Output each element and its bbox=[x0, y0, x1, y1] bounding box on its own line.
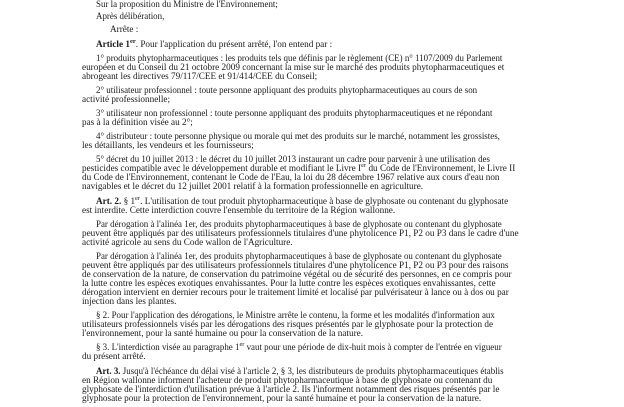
article-2-p4-line: utilisateurs professionnels visés par les dérogations des risques présentés par le glyphosate pour la protection de bbox=[82, 319, 494, 329]
article-2-p2-line: Par dérogation à l'alinéa 1er, des produits phytopharmaceutiques à base de glyphosate ou contenant du glyphosate bbox=[96, 219, 502, 229]
article-3-line: en Région wallonne informent l'acheteur de produit phytopharmaceutique à base de glyphosate ou contenant du bbox=[82, 375, 493, 385]
article-3-line: glyphosate pour la protection de l'environnement, pour la santé humaine et pour la conservation de la nature. bbox=[82, 393, 482, 403]
def1-line: européen et du Conseil du 21 octobre 2009 concernant la mise sur le marché des produits phytopharmaceutiques et bbox=[82, 62, 505, 72]
article-1-intro: Article 1er. Pour l'application du présent arrêté, l'on entend par : bbox=[96, 37, 333, 49]
article-2-p3-line: de conservation de la nature, de conservation du patrimoine végétal ou de sécurité des personnes, en ce compris pour bbox=[82, 269, 512, 279]
article-2-p5-line: § 3. L'interdiction visée au paragraphe 1er vaut pour une période de dix-huit mois à compter de l'entrée en vigueur bbox=[96, 340, 502, 352]
article-2-p3-line: Par dérogation à l'alinéa 1er, des produits phytopharmaceutiques à base de glyphosate ou contenant du glyphosate bbox=[96, 251, 502, 261]
article-2-heading: Art. 2. bbox=[96, 196, 122, 206]
article-3-line: glyphosate de l'interdiction d'utilisation prévue à l'article 2. Ils l'informent notamment des risques présentés par le bbox=[82, 384, 500, 394]
article-3-line: Art. 3. Jusqu'à l'échéance du délai visé à l'article 2, § 3, les distributeurs de produits phytopharmaceutiques établis bbox=[96, 366, 504, 376]
article-2-p4-line: l'environnement, pour la santé humaine ou pour la conservation de la nature. bbox=[82, 328, 364, 338]
article-2-p4-line: § 2. Pour l'application des dérogations, le Ministre arrête le contenu, la forme et les modalités d'information aux bbox=[96, 310, 495, 320]
def5-line: navigables et le décret du 12 juillet 2001 relatif à la formation professionnelle en agriculture. bbox=[82, 181, 424, 191]
def2-line: activité professionnelle; bbox=[82, 94, 171, 104]
article-2-p3-line: la lutte contre les espèces exotiques envahissantes. Pour la lutte contre les espèces exotiques envahissantes, cette bbox=[82, 278, 496, 288]
preamble-line: Sur la proposition du Ministre de l'Environnement; bbox=[96, 0, 278, 9]
preamble-arrete: Arrête : bbox=[110, 24, 139, 34]
article-2-p5-line: du présent arrêté. bbox=[82, 351, 146, 361]
def2-line: 2° utilisateur professionnel : toute personne appliquant des produits phytopharmaceutiques au cours de son bbox=[96, 85, 478, 95]
def5-line: du Code de l'Environnement, contenant le Code de l'Eau, la loi du 28 décembre 1967 relative aux cours d'eau non bbox=[82, 172, 500, 182]
article-2-p3-line: peuvent être appliqués par des utilisateurs professionnels titulaires d'une phytolicence P1, P2 ou P3 pour des raisons bbox=[82, 260, 509, 270]
def1-line: abrogeant les directives 79/117/CEE et 91/414/CEE du Conseil; bbox=[82, 71, 318, 81]
def3-line: pas à la définition visée au 2°; bbox=[82, 117, 193, 127]
article-2-p3-line: injection dans les plantes. bbox=[82, 296, 177, 306]
article-1-heading: Article 1er bbox=[96, 37, 136, 49]
def5-line: 5° décret du 10 juillet 2013 : le décret du 10 juillet 2013 instaurant un cadre pour parvenir à une utilisation des bbox=[96, 154, 490, 164]
article-2-p1-line: est interdite. Cette interdiction couvre l'ensemble du territoire de la Région wallonne. bbox=[82, 205, 396, 215]
article-2-p1-line: Art. 2. § 1er. L'utilisation de tout produit phytopharmaceutique à base de glyphosate ou contenant du glyphosate bbox=[96, 194, 509, 206]
def4-line: les détaillants, les vendeurs et les fournisseurs; bbox=[82, 140, 254, 150]
def4-line: 4° distributeur : toute personne physique ou morale qui met des produits sur le marché, notamment les grossistes, bbox=[96, 131, 500, 141]
preamble-line: Après délibération, bbox=[96, 11, 165, 21]
article-2-p2-line: activité agricole au sens du Code wallon de l'Agriculture. bbox=[82, 237, 293, 247]
def1-line: 1° produits phytopharmaceutiques : les produits tels que définis par le règlement (CE) n° 1107/2009 du Parlement bbox=[96, 53, 503, 63]
def5-line: pesticides compatible avec le développement durable et modifiant le Livre Ier du Code de l'Environnement, le Livre II bbox=[82, 161, 516, 173]
def3-line: 3° utilisateur non professionnel : toute personne appliquant des produits phytopharmaceutiques et ne répondant bbox=[96, 108, 493, 118]
article-3-heading: Art. 3. bbox=[96, 366, 121, 376]
article-2-p2-line: peuvent être appliqués par des utilisateurs professionnels titulaires d'une phytolicence P1, P2 ou P3 dans le cadre d'une bbox=[82, 228, 519, 238]
article-2-p3-line: dérogation intervient en dernier recours pour le traitement limité et localisé par pulvérisateur à lance ou à dos ou par bbox=[82, 287, 509, 297]
